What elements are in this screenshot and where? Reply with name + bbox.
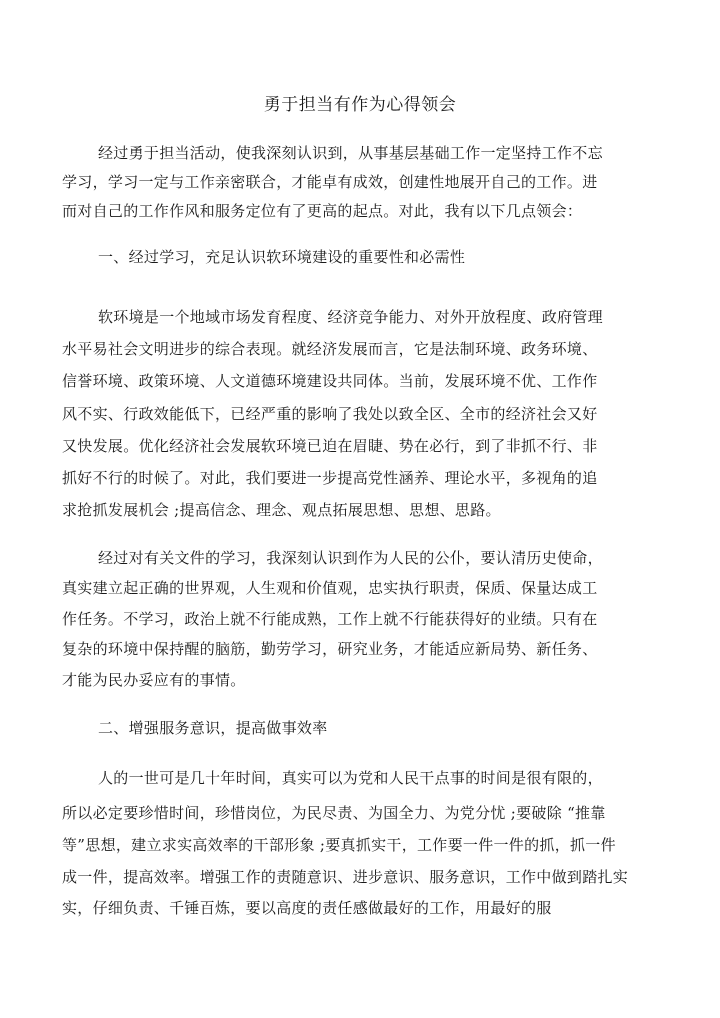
text-line: 抓好不行的时候了。对此，我们要进一步提高党性涵养、理论水平，多视角的追	[62, 469, 598, 488]
text-line: 人的一世可是几十年时间，真实可以为党和人民干点事的时间是很有限的，	[98, 769, 603, 787]
text-line: 信誉环境、政策环境、人文道德环境建设共同体。当前，发展环境不优、工作作	[62, 372, 598, 391]
text-line: 风不实、行政效能低下，已经严重的影响了我处以致全区、全市的经济社会又好	[62, 404, 598, 423]
text-line: 求抢抓发展机会 ;提高信念、理念、观点拓展思想、思想、思路。	[62, 501, 501, 520]
page-title: 勇于担当有作为心得领会	[263, 95, 457, 115]
text-line: 经过勇于担当活动，使我深刻认识到，从事基层基础工作一定坚持工作不忘	[98, 144, 603, 162]
paragraph-service-first-line	[62, 766, 603, 790]
text-line: 所以必定要珍惜时间，珍惜岗位，为民尽责、为国全力、为党分忧 ;要破除 “推靠	[62, 804, 606, 822]
text-line: 作任务。不学习，政治上就不行能成熟，工作上就不行能获得好的业绩。只有在	[62, 609, 598, 628]
text-line: 水平易社会文明进步的综合表现。就经济发展而言，它是法制环境、政务环境、	[62, 340, 598, 359]
text-line: 真实建立起正确的世界观，人生观和价值观，忠实执行职责，保质、保量达成工	[62, 579, 598, 598]
text-line: 经过对有关文件的学习，我深刻认识到作为人民的公仆，要认清历史使命，	[98, 549, 603, 567]
paragraph-study-documents	[62, 543, 603, 695]
text-line: 学习，学习一定与工作亲密联合，才能卓有成效，创建性地展开自己的工作。进	[62, 173, 598, 191]
section-heading-2: 二、增强服务意识，提高做事效率	[98, 719, 328, 737]
text-line: 等”思想，建立求实高效率的干部形象 ;要真抓实干，工作要一件一件的抓，抓一件	[62, 835, 616, 854]
text-line: 才能为民办妥应有的事情。	[62, 670, 246, 689]
section-heading-1: 一、经过学习，充足认识软环境建设的重要性和必需性	[98, 248, 466, 266]
intro-paragraph	[62, 139, 603, 226]
text-line: 软环境是一个地域市场发育程度、经济竞争能力、对外开放程度、政府管理	[98, 308, 603, 326]
text-line: 复杂的环境中保持醒的脑筋，勤劳学习，研究业务，才能适应新局势、新任务、	[62, 640, 598, 659]
text-line: 实，仔细负责、千锤百炼，要以高度的责任感做最好的工作，用最好的服	[62, 899, 552, 918]
paragraph-soft-environment	[62, 301, 603, 526]
text-line: 而对自己的工作作风和服务定位有了更高的起点。对此，我有以下几点领会：	[62, 202, 583, 220]
text-line: 成一件，提高效率。增强工作的责随意识、进步意识、服务意识，工作中做到踏扎实	[62, 867, 629, 886]
paragraph-service	[62, 798, 628, 925]
text-line: 又快发展。优化经济社会发展软环境已迫在眉睫、势在必行，到了非抓不行、非	[62, 436, 598, 455]
